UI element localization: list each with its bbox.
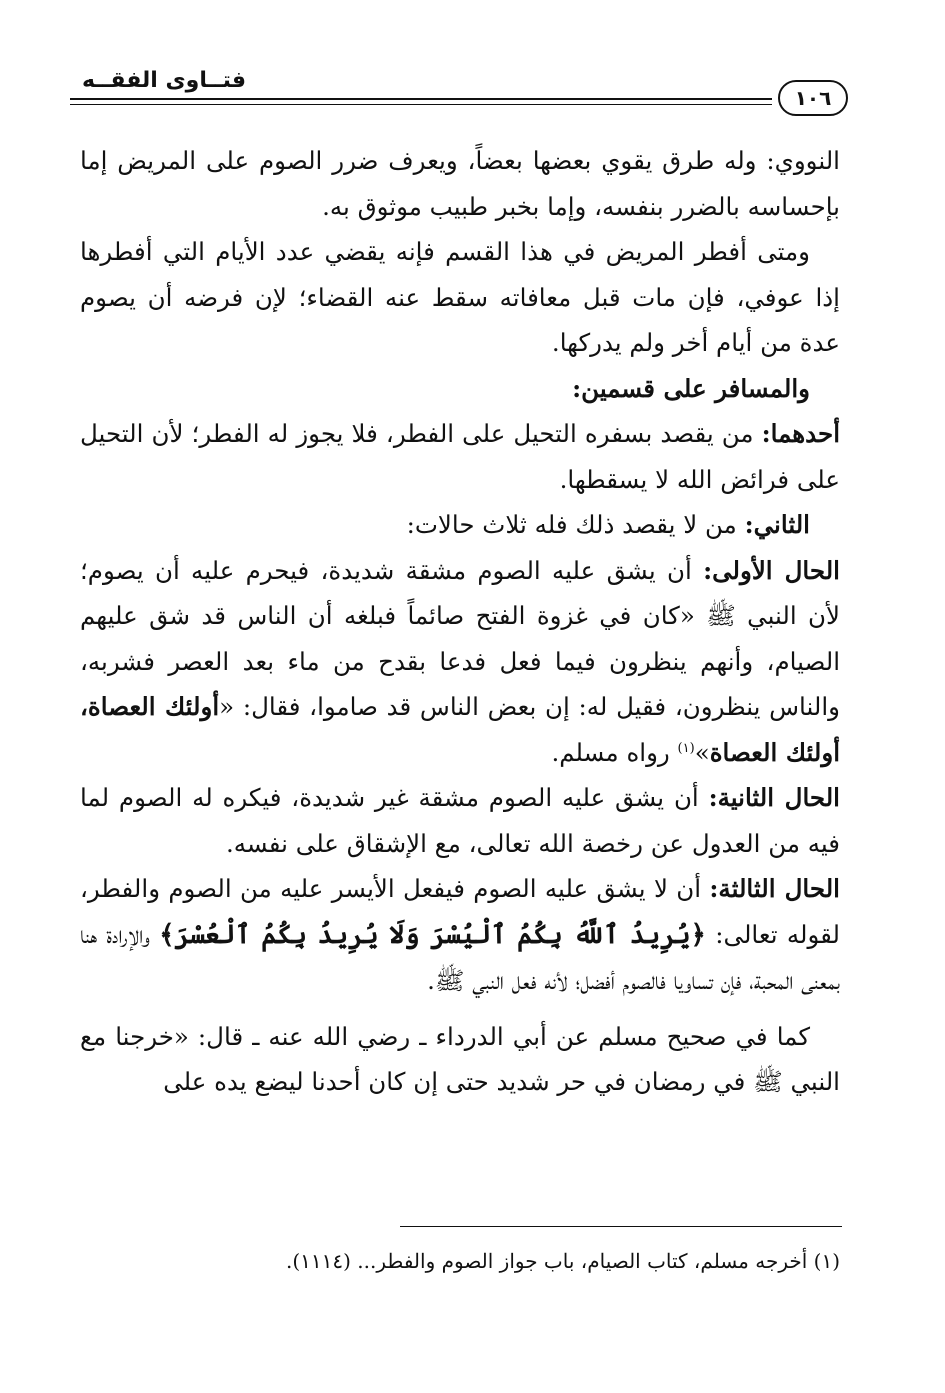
state-three-text: أن لا يشق عليه الصوم فيفعل الأيسر عليه من الصوم والفطر، لقوله تعالى: xyxy=(80,874,840,949)
state-three-end: والإرادة هنا بمعنى المحبة، فإن تساويا فالصوم أفضل؛ لأنه فعل النبي ﷺ. xyxy=(80,919,840,995)
state-one-label: الحال الأولى: xyxy=(703,555,840,585)
first-case-text: من يقصد بسفره التحيل على الفطر، فلا يجوز له الفطر؛ لأن التحيل على فرائض الله لا يسقطها. xyxy=(80,419,840,494)
first-case-label: أحدهما: xyxy=(761,419,840,448)
header-rule-secondary xyxy=(70,104,772,105)
page-header xyxy=(70,58,850,118)
state-three-label: الحال الثالثة: xyxy=(709,874,840,903)
page-number: ١٠٦ xyxy=(778,80,848,116)
state-one-source: رواه مسلم. xyxy=(551,737,678,767)
paragraph-first-case xyxy=(80,411,840,502)
second-case-text: من لا يقصد ذلك فله ثلاث حالات: xyxy=(406,510,745,539)
page-body xyxy=(80,138,840,1105)
state-one-quote: أولئك العصاة، أولئك العصاة xyxy=(80,692,840,767)
state-one-text: أن يشق عليه الصوم مشقة شديدة، فيحرم عليه أن يصوم؛ لأن النبي ﷺ «كان في غزوة الفتح صائماً فبلغه أن الناس قد شق عليهم الصيام، وأنهم ينظرون فيما فعل فدعا بقدح من ماء بعد العصر فشربه، والناس ينظرون، فقيل له: إن بعض الناس قد صاموا، فقال: « xyxy=(80,555,840,721)
footnote: (١) أخرجه مسلم، كتاب الصيام، باب جواز الصوم والفطر... (١١١٤). xyxy=(286,1249,840,1273)
paragraph-state-one xyxy=(80,548,840,776)
state-two-label: الحال الثانية: xyxy=(708,783,840,812)
paragraph-state-two xyxy=(80,775,840,866)
state-two-text: أن يشق عليه الصوم مشقة غير شديدة، فيكره له الصوم لما فيه من العدول عن رخصة الله تعالى، مع الإشقاق على نفسه. xyxy=(80,783,840,858)
paragraph-1: النووي: وله طرق يقوي بعضها بعضاً، ويعرف ضرر الصوم على المريض إما بإحساسه بالضرر بنفسه، وإما بخبر طبيب موثوق به. xyxy=(80,146,840,221)
paragraph-second-case xyxy=(80,502,840,548)
header-rule xyxy=(70,98,772,100)
footnote-reference: (١) xyxy=(677,740,695,756)
section-heading-traveler: والمسافر على قسمين: xyxy=(572,373,810,403)
footnote-divider xyxy=(400,1226,842,1227)
quran-verse: ﴿يُرِيدُ ٱللَّهُ بِكُمُ ٱلْيُسْرَ وَلَا يُرِيدُ بِكُمُ ٱلْعُسْرَ﴾ xyxy=(159,919,706,950)
state-one-quote-close: » xyxy=(694,737,710,767)
book-title: فتــاوى الفقــه xyxy=(82,68,247,93)
paragraph-state-three xyxy=(80,866,840,1004)
second-case-label: الثاني: xyxy=(744,510,810,539)
paragraph-hadith: كما في صحيح مسلم عن أبي الدرداء ـ رضي الله عنه ـ قال: «خرجنا مع النبي ﷺ في رمضان في حر شديد حتى إن كان أحدنا ليضع يده على xyxy=(80,1021,840,1096)
paragraph-2: ومتى أفطر المريض في هذا القسم فإنه يقضي عدد الأيام التي أفطرها إذا عوفي، فإن مات قبل معافاته سقط عنه القضاء؛ لإن فرضه أن يصوم عدة من أيام أخر ولم يدركها. xyxy=(80,237,840,357)
